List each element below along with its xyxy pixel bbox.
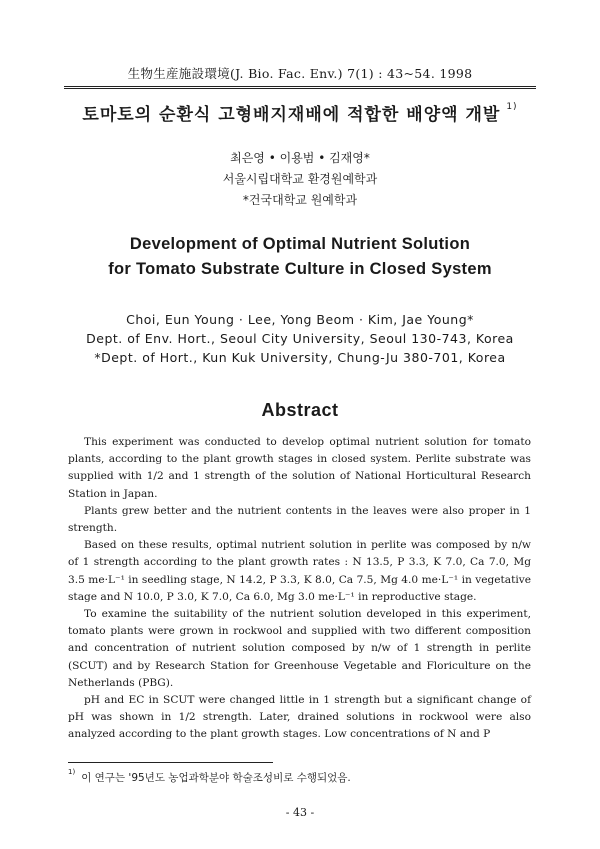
english-authors [0, 310, 600, 367]
page-number: - 43 - [285, 806, 315, 819]
abstract-paragraph: pH and EC in SCUT were changed little in 1 strength but a significant change of pH was shown in 1/2 strength. Later, drained solutions in rockwool were also analyzed according to the plant growth stages. Low concentrations of N and P [68, 694, 531, 741]
korean-title [0, 100, 600, 125]
abstract-paragraph: To examine the suitability of the nutrient solution developed in this experiment, tomato plants were grown in rockwool and supplied with two different composition and concentration of nutrient solution composed by n/w of 1 strength in perlite (SCUT) and by Research Station for Greenhouse Vegetable and Floriculture on the Netherlands (PBG). [68, 608, 531, 689]
korean-title-footnote-mark: 1) [506, 102, 518, 113]
korean-author-names: 최은영 • 이용범 • 김재영* [230, 151, 370, 165]
journal-header: 生物生産施設環境(J. Bio. Fac. Env.) 7(1) : 43~54. 1998 [127, 66, 473, 81]
korean-affiliation-2: *건국대학교 원예학과 [242, 193, 358, 207]
footnote [68, 767, 351, 785]
abstract-heading: Abstract [261, 400, 339, 420]
abstract-paragraph: Based on these results, optimal nutrient solution in perlite was composed by n/w of 1 strength according to the plant growth rates : N 13.5, P 3.3, K 7.0, Ca 7.0, Mg 3.5 me·L⁻¹ in seedling stage, N 14.2, P 3.3, K 8.0, Ca 7.5, Mg 4.0 me·L⁻¹ in vegetative stage and N 10.0, P 3.0, K 7.0, Ca 6.0, Mg 3.0 me·L⁻¹ in reproductive stage. [68, 539, 531, 603]
english-title-line-1: Development of Optimal Nutrient Solution [129, 235, 471, 253]
english-title [0, 232, 600, 282]
english-affiliation-1: Dept. of Env. Hort., Seoul City University, Seoul 130-743, Korea [86, 331, 514, 346]
korean-affiliation-1: 서울시립대학교 환경원예학과 [222, 172, 378, 186]
abstract-paragraph: This experiment was conducted to develop optimal nutrient solution for tomato plants, according to the plant growth stages in closed system. Perlite substrate was supplied with 1/2 and 1 strength of the solution of National Horticultural Research Station in Japan. [68, 436, 531, 500]
footnote-mark: 1) [68, 767, 76, 776]
korean-title-text: 토마토의 순환식 고형배지재배에 적합한 배양액 개발 [82, 105, 501, 125]
korean-authors [0, 148, 600, 211]
english-affiliation-2: *Dept. of Hort., Kun Kuk University, Chung-Ju 380-701, Korea [94, 350, 506, 365]
english-title-line-2: for Tomato Substrate Culture in Closed System [108, 260, 492, 278]
english-author-names: Choi, Eun Young · Lee, Yong Beom · Kim, Jae Young* [126, 312, 474, 327]
header-rule [64, 86, 536, 89]
footnote-rule [68, 762, 273, 763]
abstract-body [68, 434, 531, 744]
footnote-text: 이 연구는 '95년도 농업과학분야 학술조성비로 수행되었음. [81, 772, 351, 784]
abstract-paragraph: Plants grew better and the nutrient contents in the leaves were also proper in 1 strength. [68, 504, 531, 535]
